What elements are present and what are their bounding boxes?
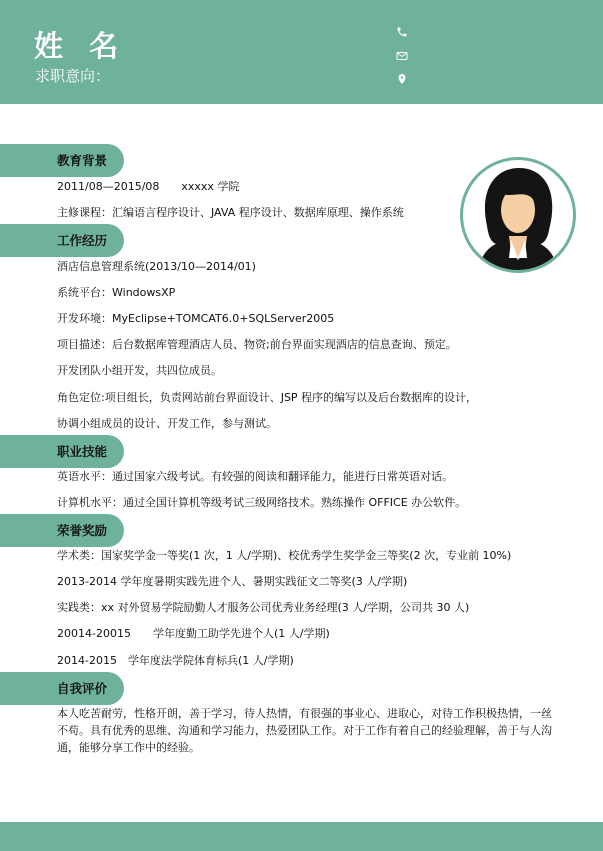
awards-line-5: 2014-2015 学年度法学院体育标兵(1 人/学期) bbox=[57, 654, 294, 667]
section-tab-awards bbox=[0, 514, 124, 547]
work-line-6: 角色定位:项目组长，负责网站前台界面设计、JSP 程序的编写以及后台数据库的设计， bbox=[57, 391, 478, 404]
awards-line-1: 学术类：国家奖学金一等奖(1 次，1 人/学期)、校优秀学生奖学金三等奖(2 次，专业前 10%) bbox=[57, 549, 512, 562]
section-title-awards: 荣誉奖励 bbox=[57, 523, 108, 538]
section-tab-self bbox=[0, 672, 124, 705]
section-title-self: 自我评价 bbox=[57, 681, 108, 696]
awards-line-3: 实践类：xx 对外贸易学院励勤人才服务公司优秀业务经理(3 人/学期，公司共 30 人) bbox=[57, 601, 470, 614]
self-evaluation-text: 本人吃苦耐劳，性格开朗，善于学习，待人热情，有很强的事业心、进取心，对待工作积极热情，一丝不苟。具有优秀的思维、沟通和学习能力，热爱团队工作。对于工作有着自己的经验理解，善于与人沟通，能够分享工作中的经验。 bbox=[57, 707, 552, 754]
work-line-5: 开发团队小组开发，共四位成员。 bbox=[57, 364, 222, 377]
section-title-work: 工作经历 bbox=[57, 233, 108, 248]
education-line-1: 2011/08—2015/08 xxxxx 学院 bbox=[57, 180, 240, 193]
section-title-education: 教育背景 bbox=[57, 153, 108, 168]
location-icon bbox=[396, 72, 408, 86]
footer-band bbox=[0, 822, 603, 851]
resume-name: 姓 名 bbox=[34, 29, 127, 63]
work-line-7: 协调小组成员的设计、开发工作，参与测试。 bbox=[57, 417, 277, 430]
phone-icon bbox=[396, 25, 408, 39]
skills-line-2: 计算机水平：通过全国计算机等级考试三级网络技术。熟练操作 OFFICE 办公软件。 bbox=[57, 496, 467, 509]
header-banner bbox=[0, 0, 603, 104]
section-tab-education bbox=[0, 144, 124, 177]
work-line-1: 酒店信息管理系统(2013/10—2014/01) bbox=[57, 260, 256, 273]
section-tab-work bbox=[0, 224, 124, 257]
profile-photo bbox=[460, 157, 576, 273]
section-title-skills: 职业技能 bbox=[57, 444, 108, 459]
skills-line-1: 英语水平：通过国家六级考试。有较强的阅读和翻译能力，能进行日常英语对话。 bbox=[57, 470, 453, 483]
section-tab-skills bbox=[0, 435, 124, 468]
job-intent: 求职意向： bbox=[35, 67, 111, 85]
awards-line-2: 2013-2014 学年度暑期实践先进个人、暑期实践征文二等奖(3 人/学期) bbox=[57, 575, 408, 588]
work-line-3: 开发环境：MyEclipse+TOMCAT6.0+SQLServer2005 bbox=[57, 312, 335, 325]
awards-line-4: 20014-20015 学年度勤工助学先进个人(1 人/学期) bbox=[57, 627, 330, 640]
work-line-2: 系统平台：WindowsXP bbox=[57, 286, 176, 299]
education-line-2: 主修课程：汇编语言程序设计、JAVA 程序设计、数据库原理、操作系统 bbox=[57, 206, 404, 219]
work-line-4: 项目描述：后台数据库管理酒店人员、物资;前台界面实现酒店的信息查询、预定。 bbox=[57, 338, 457, 351]
mail-icon bbox=[396, 49, 408, 63]
avatar bbox=[463, 160, 573, 270]
